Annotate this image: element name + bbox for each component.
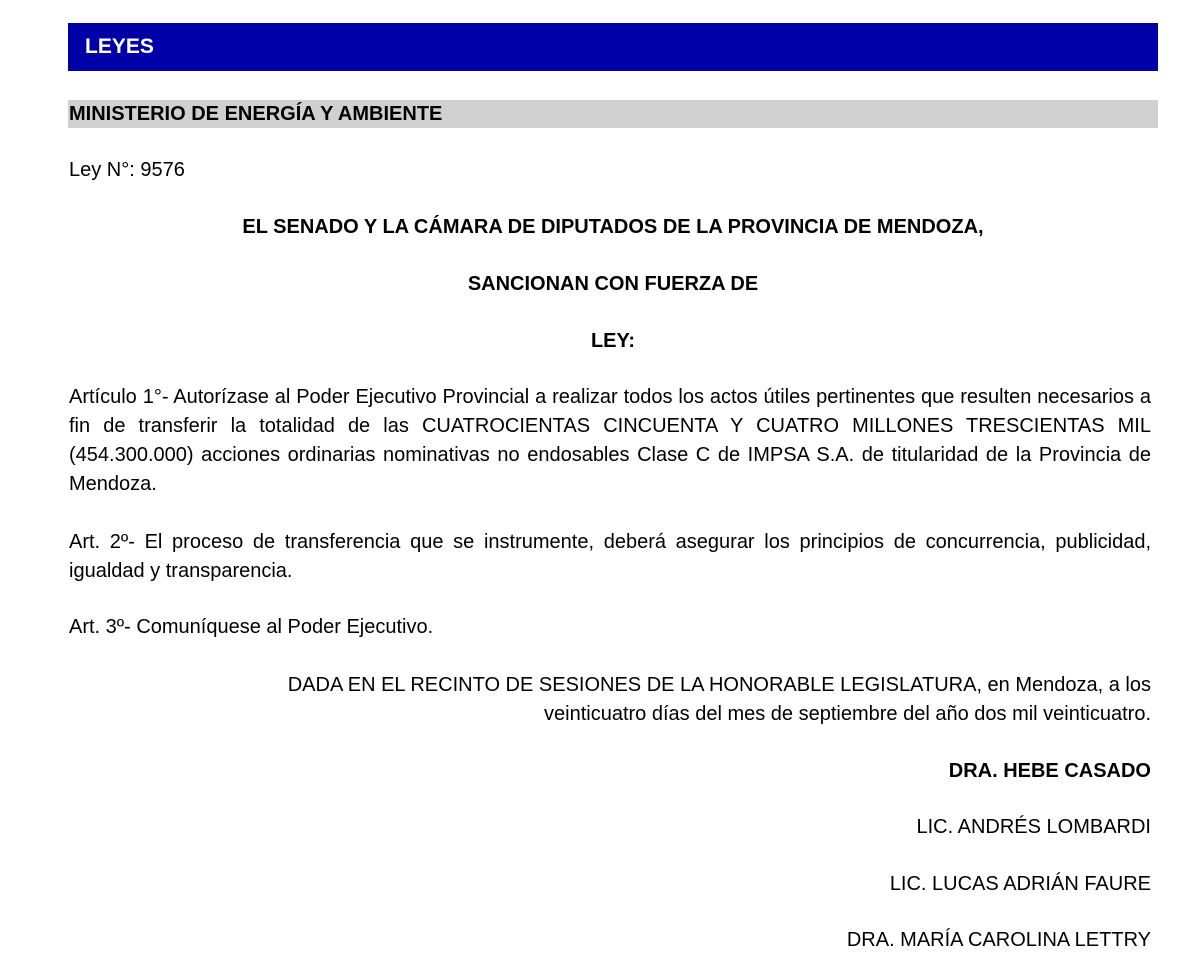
signature-3: LIC. LUCAS ADRIÁN FAURE [889, 873, 1151, 895]
signature-4: DRA. MARÍA CAROLINA LETTRY [846, 929, 1151, 951]
section-title: LEYES [85, 35, 154, 58]
law-number: Ley N°: 9576 [69, 159, 185, 181]
senate-heading: EL SENADO Y LA CÁMARA DE DIPUTADOS DE LA PROVINCIA DE MENDOZA, [242, 216, 984, 238]
closing-line-1: DADA EN EL RECINTO DE SESIONES DE LA HONORABLE LEGISLATURA, en Mendoza, a los [287, 674, 1151, 696]
article-3: Art. 3º- Comuníquese al Poder Ejecutivo. [69, 616, 434, 638]
closing-line-2: veinticuatro días del mes de septiembre del año dos mil veinticuatro. [544, 703, 1151, 725]
ministry-name: MINISTERIO DE ENERGÍA Y AMBIENTE [69, 103, 443, 125]
signature-1: DRA. HEBE CASADO [948, 760, 1151, 782]
article-2: Art. 2º- El proceso de transferencia que se instrumente, deberá asegurar los principios de concurrencia, publicidad, igualdad y transparencia. [69, 531, 1151, 582]
section-banner [68, 23, 1158, 71]
closing-statement [150, 671, 1151, 729]
article-1: Artículo 1°- Autorízase al Poder Ejecutivo Provincial a realizar todos los actos útiles pertinentes que resulten necesarios a fin de transferir la totalidad de las CUATROCIENTAS CINCUENTA Y CUATRO MILLONES TRESCIENTAS MIL (454.300.000) acciones ordinarias nominativas no endosables Clase C de IMPSA S.A. de titularidad de la Provincia de Mendoza. [69, 386, 1151, 495]
sancionan-heading: SANCIONAN CON FUERZA DE [467, 273, 759, 295]
ley-heading: LEY: [590, 330, 636, 352]
ministry-bar [68, 100, 1158, 128]
signature-2: LIC. ANDRÉS LOMBARDI [916, 816, 1151, 838]
